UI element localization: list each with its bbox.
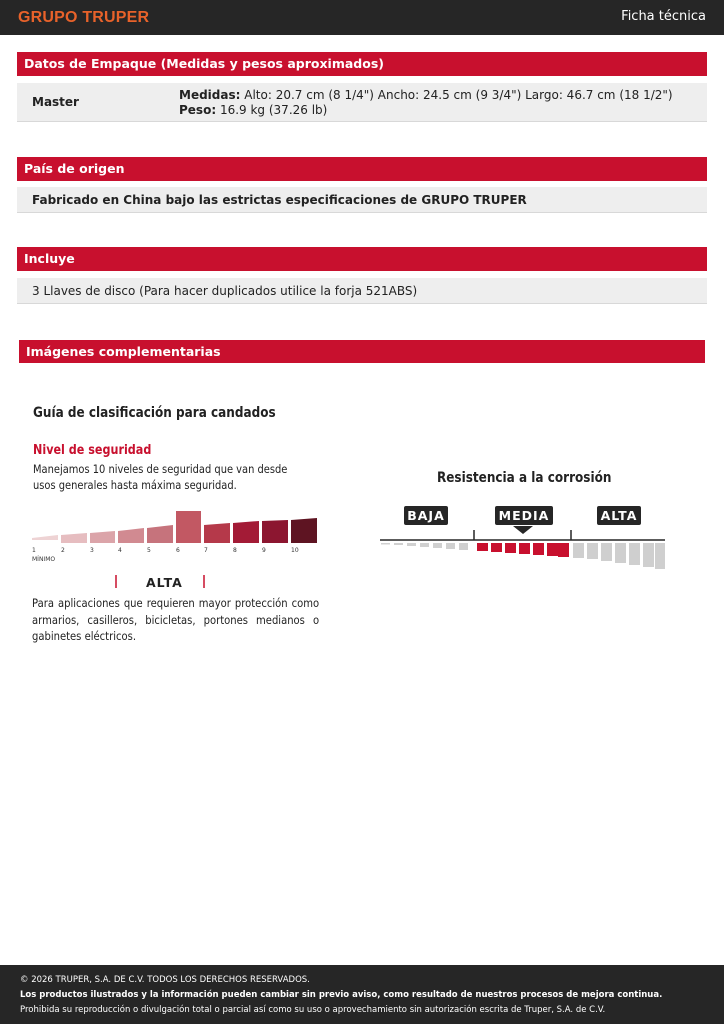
section-header-empaque: Datos de Empaque (Medidas y pesos aproximados): [17, 52, 707, 76]
level-number-5: 5: [147, 547, 151, 554]
incluye-text: 3 Llaves de disco (Para hacer duplicados utilice la forja 521ABS): [32, 284, 418, 298]
corrosion-title: Resistencia a la corrosión: [437, 470, 612, 486]
security-bar-7: [204, 523, 230, 543]
level-number-7: 7: [204, 547, 208, 554]
level-number-4: 4: [118, 547, 122, 554]
guide-title: Guía de clasificación para candados: [33, 405, 276, 421]
brand-logo: GRUPO TRUPER: [18, 9, 150, 26]
peso-label: Peso:: [179, 103, 217, 117]
security-level-description: Manejamos 10 niveles de seguridad que van desde usos generales hasta máxima seguridad.: [33, 462, 288, 492]
medidas-label: Medidas:: [179, 88, 241, 102]
level-min-label: MÍNIMO: [32, 556, 56, 563]
level-number-1: 1: [32, 547, 36, 554]
level-number-2: 2: [61, 547, 65, 554]
level-number-6: 6: [176, 547, 180, 554]
medidas-value: Alto: 20.7 cm (8 1/4") Ancho: 24.5 cm (9 3/4") Largo: 46.7 cm (18 1/2"): [244, 88, 673, 102]
security-level-alta-description: Para aplicaciones que requieren mayor protección como armarios, casilleros, bicicletas, portones medianos o gabinetes eléctricos.: [32, 596, 320, 643]
origen-text: Fabricado en China bajo las estrictas especificaciones de GRUPO TRUPER: [32, 193, 527, 207]
security-bar-5: [147, 525, 173, 543]
security-bar-10: [291, 518, 317, 543]
corrosion-ticks: [381, 543, 665, 569]
security-level-title: Nivel de seguridad: [33, 443, 152, 458]
document-title: Ficha técnica: [621, 9, 706, 24]
footer-copyright: © 2026 TRUPER, S.A. DE C.V. TODOS LOS DERECHOS RESERVADOS.: [20, 975, 310, 985]
footer-notice: Los productos ilustrados y la información pueden cambiar sin previo aviso, como resultado de nuestros procesos de mejora continua.: [20, 990, 663, 1000]
security-bar-3: [90, 531, 115, 543]
security-level-alta-label: ALTA: [146, 575, 183, 590]
peso-value: 16.9 kg (37.26 lb): [219, 103, 328, 117]
security-bar-9: [262, 520, 288, 543]
corrosion-label-media: MEDIA: [498, 508, 550, 523]
level-number-9: 9: [262, 547, 266, 554]
section-header-imagenes: Imágenes complementarias: [19, 340, 705, 363]
level-number-8: 8: [233, 547, 237, 554]
corrosion-label-baja: BAJA: [407, 508, 445, 523]
level-number-10: 10: [291, 547, 299, 554]
section-header-incluye: Incluye: [17, 247, 707, 271]
empaque-label: Master: [32, 95, 79, 109]
corrosion-label-alta: ALTA: [600, 508, 638, 523]
security-bar-2: [61, 533, 87, 543]
corrosion-selected-pointer: [513, 526, 533, 534]
security-bar-8: [233, 521, 259, 543]
security-bar-1: [32, 535, 58, 540]
level-number-3: 3: [90, 547, 94, 554]
security-bar-6: [176, 511, 201, 543]
security-bar-4: [118, 528, 144, 543]
section-header-origen: País de origen: [17, 157, 707, 181]
footer: [0, 965, 724, 1024]
footer-prohibition: Prohibida su reproducción o divulgación total o parcial así como su uso o aprovechamiento sin autorización escrita de Truper, S.A. de C.V.: [20, 1005, 606, 1015]
